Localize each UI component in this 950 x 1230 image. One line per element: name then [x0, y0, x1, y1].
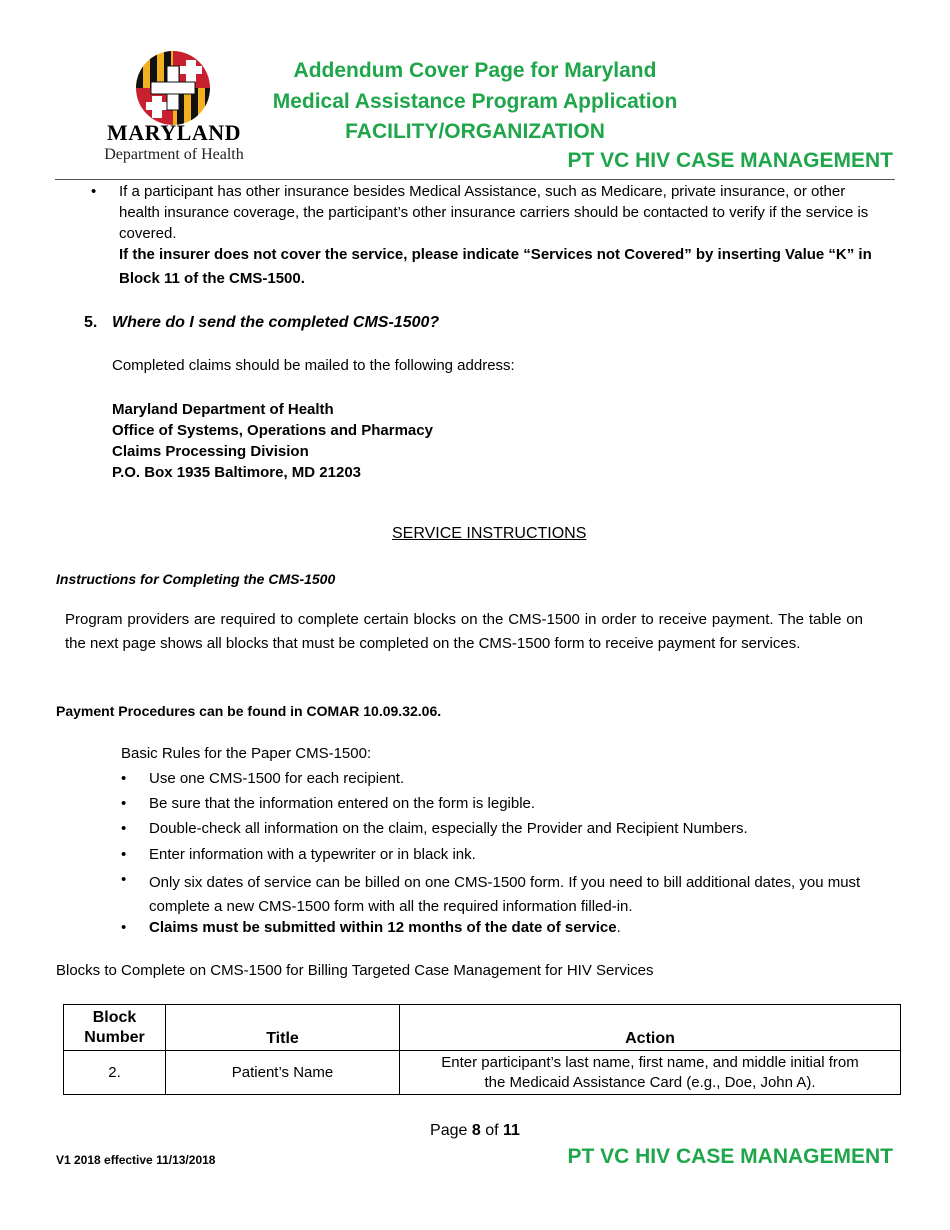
deadline-period: .: [616, 919, 621, 936]
cell-action: [400, 1051, 901, 1095]
mailing-address: [112, 399, 433, 483]
bullet: •: [121, 846, 127, 863]
column-header-title: Title: [166, 1005, 400, 1051]
address-line: Maryland Department of Health: [112, 401, 334, 418]
cell-block: 2.: [64, 1051, 166, 1095]
action-line: the Medicaid Assistance Card (e.g., Doe, John A).: [484, 1073, 816, 1091]
section-heading: SERVICE INSTRUCTIONS: [392, 525, 587, 542]
question-text: Where do I send the completed CMS-1500?: [112, 314, 440, 331]
current-page: 8: [471, 1122, 481, 1139]
insurance-bold-note: If the insurer does not cover the service, please indicate “Services not Covered” by inserting Value “K” in Block 11 of the CMS-1500.: [119, 246, 872, 287]
rule-item: Double-check all information on the claim, especially the Provider and Recipient Numbers.: [149, 820, 748, 837]
column-header-action: Action: [400, 1005, 901, 1051]
instructions-subheading: Instructions for Completing the CMS-1500: [56, 571, 336, 587]
rule-item: Enter information with a typewriter or in black ink.: [149, 846, 476, 863]
deadline-text: Claims must be submitted within 12 months of the date of service: [149, 919, 617, 936]
mail-intro: Completed claims should be mailed to the following address:: [112, 357, 515, 374]
footer-program-name: PT VC HIV CASE MANAGEMENT: [567, 1145, 893, 1168]
of-word: of: [485, 1122, 499, 1139]
rule-item: Be sure that the information entered on the form is legible.: [149, 795, 536, 812]
rule-item: Use one CMS-1500 for each recipient.: [149, 770, 405, 787]
blocks-table: [63, 1004, 901, 1095]
bullet: •: [121, 919, 127, 936]
logo-wordmark: MARYLAND: [107, 120, 241, 145]
blocks-caption: Blocks to Complete on CMS-1500 for Billing Targeted Case Management for HIV Services: [56, 962, 654, 979]
rule-item: Only six dates of service can be billed on one CMS-1500 form. If you need to bill additional dates, you must complete a new CMS-1500 form with all the required information filled-in.: [149, 874, 861, 915]
total-pages: 11: [503, 1122, 520, 1139]
action-line: Enter participant’s last name, first name, and middle initial from: [441, 1053, 859, 1071]
bullet: •: [121, 820, 127, 837]
logo-department: Department of Health: [104, 146, 244, 163]
address-line: Office of Systems, Operations and Pharmacy: [112, 422, 433, 439]
table-header-row: [64, 1005, 901, 1051]
question-number: 5.: [84, 314, 98, 331]
page-title-line1: Addendum Cover Page for Maryland: [293, 59, 657, 82]
rules-title: Basic Rules for the Paper CMS-1500:: [121, 745, 372, 762]
bullet: •: [121, 795, 127, 812]
version-label: V1 2018 effective 11/13/2018: [56, 1153, 216, 1167]
header-text: Number: [84, 1029, 145, 1046]
page-word: Page: [430, 1122, 468, 1139]
header-divider: [55, 179, 895, 180]
header-text: Block: [92, 1009, 137, 1026]
instructions-paragraph: Program providers are required to complete certain blocks on the CMS-1500 in order to receive payment. The table on the next page shows all blocks that must be completed on the CMS-1500 form to receive payment for services.: [65, 611, 863, 652]
program-name: PT VC HIV CASE MANAGEMENT: [567, 149, 893, 172]
column-header-block-number: [64, 1005, 166, 1051]
page-title-line3: FACILITY/ORGANIZATION: [345, 120, 605, 143]
insurance-bullet-text: If a participant has other insurance besides Medical Assistance, such as Medicare, private insurance, or other health insurance coverage, the participant’s other insurance carriers should be contacted to verify if the service is covered.: [119, 183, 869, 242]
page-number: [0, 1122, 950, 1140]
page-title-line2: Medical Assistance Program Application: [272, 90, 678, 113]
payment-procedures-note: Payment Procedures can be found in COMAR 10.09.32.06.: [56, 703, 442, 719]
address-line: P.O. Box 1935 Baltimore, MD 21203: [112, 464, 362, 481]
table-row: [64, 1051, 901, 1095]
bullet: •: [121, 770, 127, 787]
cell-title: Patient’s Name: [166, 1051, 400, 1095]
address-line: Claims Processing Division: [112, 443, 309, 460]
bullet: •: [91, 183, 97, 200]
rule-item-deadline: [149, 919, 621, 936]
bullet: •: [121, 871, 127, 888]
